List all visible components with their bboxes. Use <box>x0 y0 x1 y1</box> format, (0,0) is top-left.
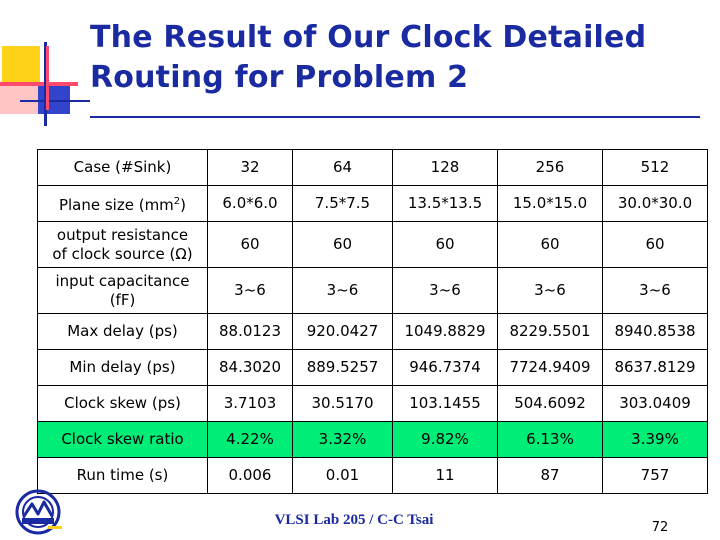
university-logo-icon <box>14 488 62 536</box>
table-cell: 3~6 <box>603 268 708 314</box>
table-row-output-resistance <box>38 222 708 268</box>
table-cell: 84.3020 <box>208 350 293 386</box>
table-cell: 0.006 <box>208 458 293 494</box>
decorative-red-line <box>0 82 78 86</box>
row-label-line-2: (fF) <box>109 290 136 309</box>
table-cell: 920.0427 <box>293 314 393 350</box>
table-row-min-delay <box>38 350 708 386</box>
table-cell: 3.32% <box>293 422 393 458</box>
table-cell: 9.82% <box>393 422 498 458</box>
row-label-line-2: of clock source (Ω) <box>52 244 193 263</box>
table-header-cell: Case (#Sink) <box>38 150 208 186</box>
table-header-cell: 128 <box>393 150 498 186</box>
table-cell: 8940.8538 <box>603 314 708 350</box>
table-cell: 88.0123 <box>208 314 293 350</box>
slide-title-line-2: Routing for Problem 2 <box>90 60 469 95</box>
table-cell: 7.5*7.5 <box>293 186 393 222</box>
table-cell: 504.6092 <box>498 386 603 422</box>
table-cell: 11 <box>393 458 498 494</box>
decorative-pink-square <box>0 84 40 114</box>
table-cell: 3~6 <box>393 268 498 314</box>
table-cell: 60 <box>293 222 393 268</box>
table-cell: 30.0*30.0 <box>603 186 708 222</box>
decorative-blue-line <box>20 100 90 102</box>
slide-title <box>90 18 710 98</box>
table-cell: 13.5*13.5 <box>393 186 498 222</box>
table-cell: 946.7374 <box>393 350 498 386</box>
title-underline <box>90 116 700 118</box>
table-cell: 303.0409 <box>603 386 708 422</box>
decorative-yellow-square <box>2 46 40 86</box>
row-label: Min delay (ps) <box>38 350 208 386</box>
table-cell: 4.22% <box>208 422 293 458</box>
table-row-max-delay <box>38 314 708 350</box>
page-number: 72 <box>651 520 669 535</box>
table-row-run-time <box>38 458 708 494</box>
table-cell: 60 <box>498 222 603 268</box>
table-cell: 3~6 <box>293 268 393 314</box>
table-cell: 0.01 <box>293 458 393 494</box>
decorative-blue-square <box>38 82 70 114</box>
table-header-cell: 32 <box>208 150 293 186</box>
results-table <box>37 149 708 494</box>
table-cell: 7724.9409 <box>498 350 603 386</box>
table-cell: 87 <box>498 458 603 494</box>
table-cell: 8637.8129 <box>603 350 708 386</box>
row-label-line-1: input capacitance <box>55 271 190 290</box>
table-cell: 6.0*6.0 <box>208 186 293 222</box>
table-row-plane-size <box>38 186 708 222</box>
table-row-input-capacitance <box>38 268 708 314</box>
table-cell: 60 <box>208 222 293 268</box>
footer-text: VLSI Lab 205 / C-C Tsai <box>274 512 434 528</box>
table-header-cell: 512 <box>603 150 708 186</box>
table-header-cell: 256 <box>498 150 603 186</box>
table-cell: 30.5170 <box>293 386 393 422</box>
table-header-row <box>38 150 708 186</box>
table-cell: 889.5257 <box>293 350 393 386</box>
row-label-text: Plane size (mm <box>58 196 174 214</box>
table-cell: 6.13% <box>498 422 603 458</box>
table-header-cell: 64 <box>293 150 393 186</box>
table-cell: 3.7103 <box>208 386 293 422</box>
table-row-clock-skew <box>38 386 708 422</box>
table-cell: 103.1455 <box>393 386 498 422</box>
table-cell: 1049.8829 <box>393 314 498 350</box>
row-label: Clock skew (ps) <box>38 386 208 422</box>
table-row-clock-skew-ratio <box>38 422 708 458</box>
table-cell: 3~6 <box>208 268 293 314</box>
row-label: Max delay (ps) <box>38 314 208 350</box>
row-label-line-1: output resistance <box>56 225 189 244</box>
table-cell: 3.39% <box>603 422 708 458</box>
row-label-close: ) <box>180 196 187 214</box>
table-cell: 8229.5501 <box>498 314 603 350</box>
row-label <box>38 222 208 268</box>
superscript: 2 <box>173 196 181 207</box>
table-cell: 3~6 <box>498 268 603 314</box>
row-label <box>38 268 208 314</box>
row-label: Run time (s) <box>38 458 208 494</box>
decorative-red-vertical-line <box>46 46 49 110</box>
table-cell: 15.0*15.0 <box>498 186 603 222</box>
slide-title-line-1: The Result of Our Clock Detailed <box>90 20 647 55</box>
table-cell: 60 <box>393 222 498 268</box>
table-cell: 757 <box>603 458 708 494</box>
table-cell: 60 <box>603 222 708 268</box>
row-label <box>38 186 208 222</box>
row-label: Clock skew ratio <box>38 422 208 458</box>
